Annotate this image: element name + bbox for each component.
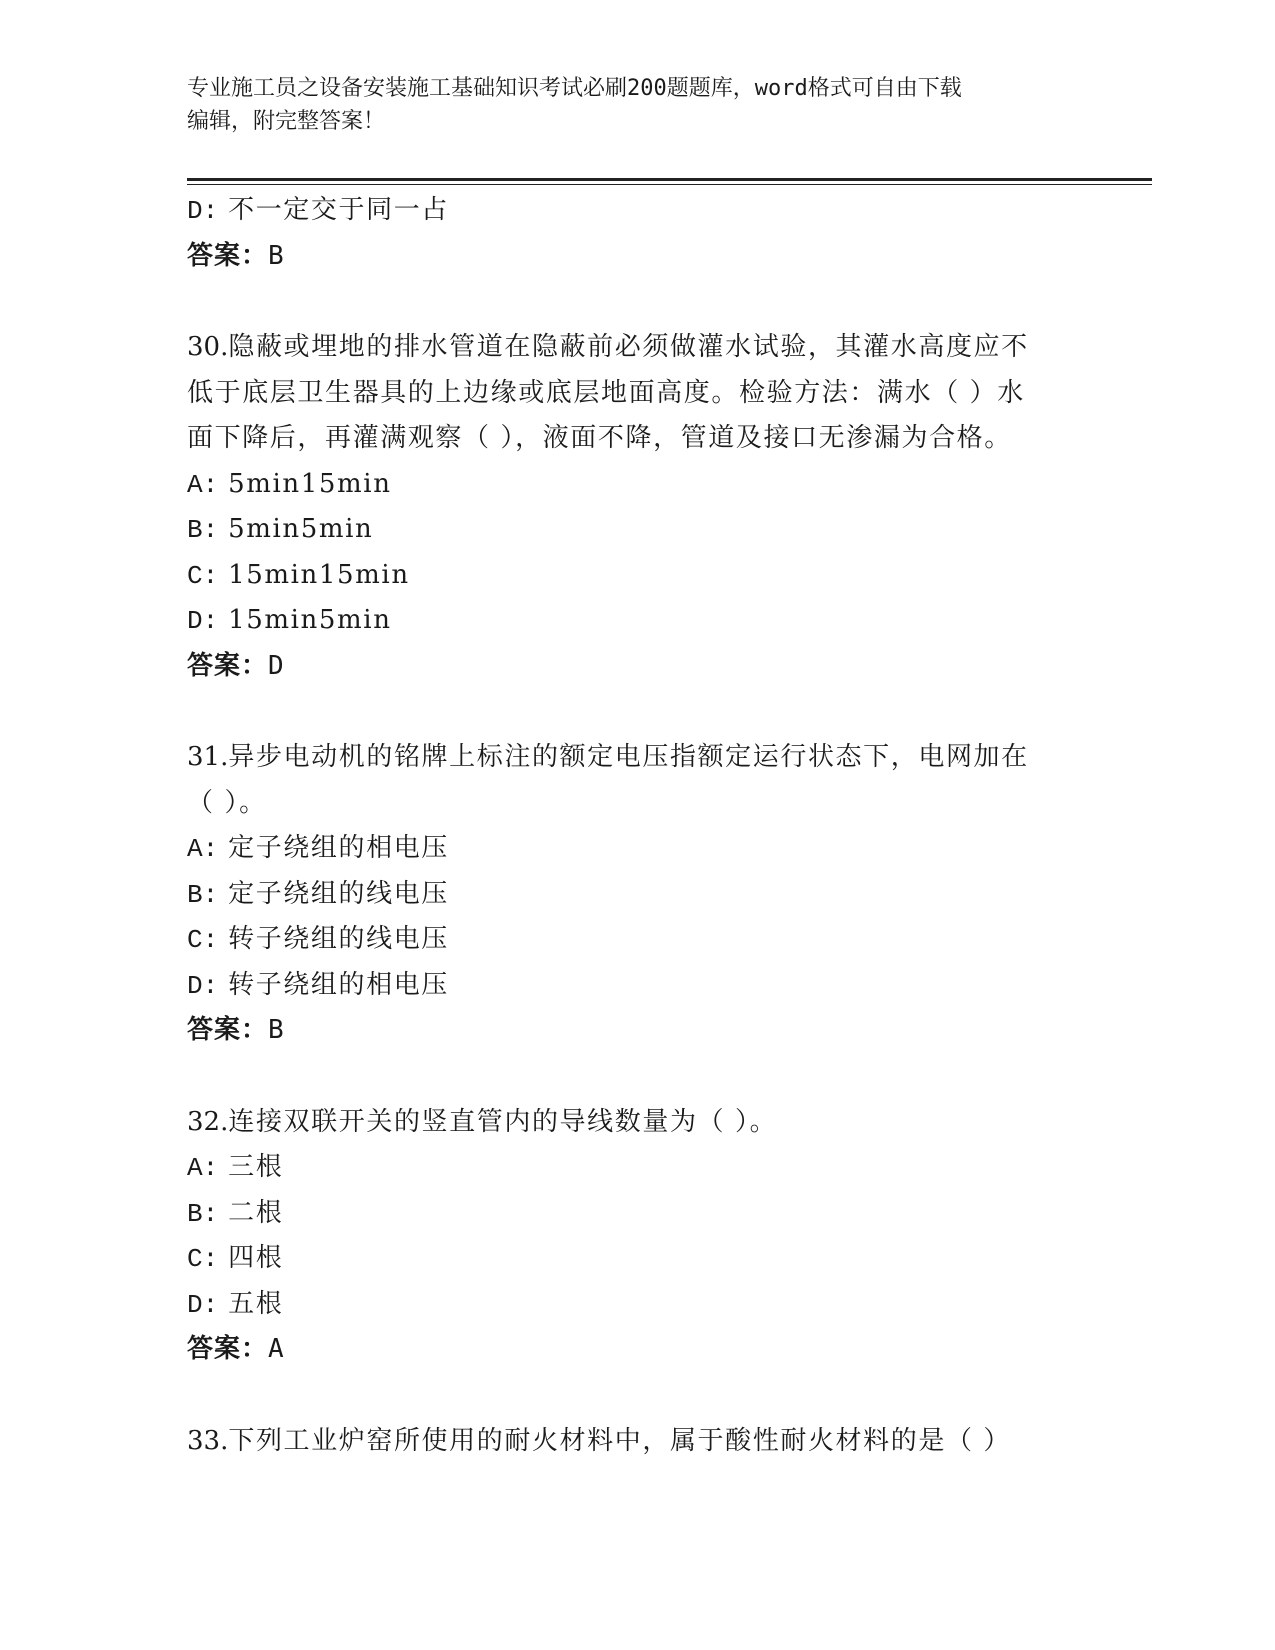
prev-answer [187,234,1087,280]
option-label: D: [187,606,219,636]
answer-label: 答案： [187,1334,269,1364]
option-label: C: [187,1244,219,1274]
answer-label: 答案： [187,1015,269,1045]
option-text: 15min5min [228,605,392,635]
option-text: 三根 [228,1152,284,1182]
question-text-line: 异步电动机的铭牌上标注的额定电压指额定运行状态下，电网加在 [228,742,1029,772]
answer [187,1008,1087,1054]
option-text: 5min15min [228,468,392,499]
header-rule-thick [187,178,1152,181]
question-number: 31. [187,742,229,772]
option-d [187,598,1087,644]
option-text: 五根 [228,1288,284,1319]
question-text-line: 低于底层卫生器具的上边缘或底层地面高度。检验方法：满水（ ）水 [187,377,1025,408]
answer-label: 答案： [187,240,269,271]
option-text: 转子绕组的线电压 [228,924,449,954]
question-33 [187,1419,1087,1465]
option-label: D: [187,196,219,226]
question-text-line: 隐蔽或埋地的排水管道在隐蔽前必须做灌水试验，其灌水高度应不 [228,332,1029,362]
question-text-line: 连接双联开关的竖直管内的导线数量为（ ）。 [228,1106,778,1137]
option-text: 定子绕组的相电压 [228,833,449,863]
option-a [187,1145,1087,1191]
question-stem [187,1419,1087,1465]
question-31 [187,735,1087,1054]
option-b [187,872,1087,918]
question-text-line: 下列工业炉窑所使用的耐火材料中，属于酸性耐火材料的是（ ） [228,1425,1012,1456]
option-label: C: [187,925,219,955]
answer-value: B [268,240,285,271]
header-title-line-1: 专业施工员之设备安装施工基础知识考试必刷200题题库，word格式可自由下载 [187,76,962,101]
option-c [187,553,1087,599]
answer-value: A [268,1334,285,1364]
answer-label: 答案： [187,650,269,681]
option-label: A: [187,469,219,500]
document-header [187,72,1087,138]
option-label: A: [187,1153,219,1183]
option-text: 5min5min [228,514,374,544]
question-stem [187,1100,1087,1146]
answer [187,1327,1087,1373]
option-text: 定子绕组的线电压 [228,878,449,909]
option-text: 四根 [228,1243,284,1273]
option-a [187,462,1087,508]
answer-value: B [268,1015,285,1045]
option-text: 二根 [228,1197,284,1228]
option-d [187,1282,1087,1328]
question-text-line: （ ）。 [187,787,267,818]
question-number: 30. [187,332,229,362]
option-text: 转子绕组的相电压 [228,969,449,1000]
header-rule-thin [187,184,1152,185]
question-32 [187,1100,1087,1373]
option-a [187,826,1087,872]
option-b [187,507,1087,553]
answer-value: D [268,650,285,681]
option-label: D: [187,970,219,1001]
question-stem [187,325,1087,371]
answer [187,644,1087,690]
question-number: 33. [187,1425,229,1456]
option-label: D: [187,1289,219,1320]
option-label: C: [187,560,219,591]
question-stem [187,735,1087,781]
question-number: 32. [187,1106,229,1137]
option-label: B: [187,515,219,545]
question-text-line: 面下降后，再灌满观察（ ），液面不降，管道及接口无渗漏为合格。 [187,423,1012,453]
option-d [187,963,1087,1009]
option-label: A: [187,834,219,864]
option-label: B: [187,1198,219,1229]
option-text: 15min15min [228,559,410,590]
option-text: 不一定交于同一占 [228,195,449,225]
option-b [187,1191,1087,1237]
question-30 [187,325,1087,689]
option-label: B: [187,879,219,910]
option-c [187,917,1087,963]
header-title-line-2: 编辑，附完整答案！ [187,109,386,134]
prev-option-d [187,188,1087,234]
option-c [187,1236,1087,1282]
question-content [187,188,1087,1464]
